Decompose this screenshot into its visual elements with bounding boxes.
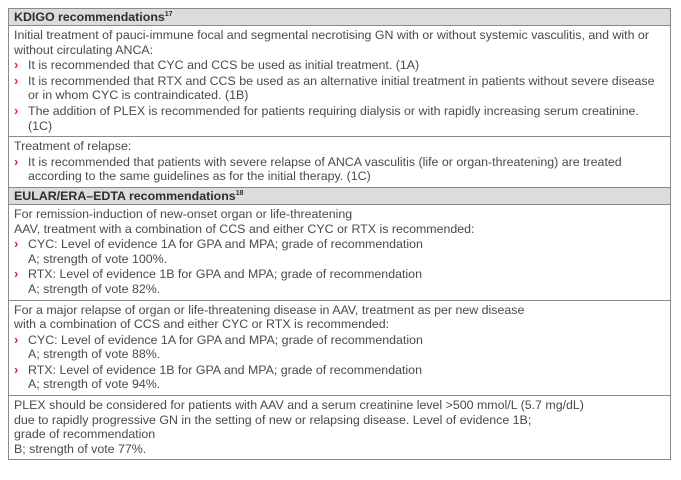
chevron-right-icon: ›: [14, 331, 19, 347]
list-item-text: It is recommended that patients with severe relapse of ANCA vasculitis (life or organ-threatening) are treated according to the same guidelines as for the initial therapy. (1C): [28, 154, 622, 184]
kdigo-title: KDIGO recommendations: [14, 10, 165, 24]
list-item-line2: A; strength of vote 100%.: [28, 251, 168, 266]
list-item-text: The addition of PLEX is recommended for patients requiring dialysis or with rapidly increasing serum creatinine. (1C): [28, 103, 639, 133]
eular-relapse-intro-line1: For a major relapse of organ or life-threatening disease in AAV, treatment as per new disease: [14, 302, 525, 317]
eular-remission-cell: [9, 205, 670, 301]
recommendations-table: [8, 8, 671, 460]
eular-relapse-cell: [9, 301, 670, 397]
eular-ref: 18: [235, 189, 244, 197]
list-item-line1: RTX: Level of evidence 1B for GPA and MPA; grade of recommendation: [28, 267, 422, 282]
eular-header: [9, 188, 670, 205]
eular-remission-intro-line1: For remission-induction of new-onset organ or life-threatening: [14, 206, 353, 221]
eular-plex-line: B; strength of vote 77%.: [14, 441, 147, 456]
eular-plex-line: grade of recommendation: [14, 427, 156, 442]
eular-plex-line: PLEX should be considered for patients with AAV and a serum creatinine level >500 mmol/L (5.7 mg/dL): [14, 398, 584, 413]
kdigo-ref: 17: [164, 11, 173, 18]
list-item: [14, 333, 665, 362]
list-item: [14, 155, 665, 184]
list-item-line1: RTX: Level of evidence 1B for GPA and MPA; grade of recommendation: [28, 362, 422, 377]
eular-title: EULAR/ERA–EDTA recommendations: [14, 188, 236, 203]
chevron-right-icon: ›: [14, 236, 19, 252]
list-item-line1: CYC: Level of evidence 1A for GPA and MPA; grade of recommendation: [28, 332, 423, 347]
list-item: [14, 58, 665, 73]
list-item: [14, 104, 665, 133]
chevron-right-icon: ›: [14, 102, 19, 118]
chevron-right-icon: ›: [14, 361, 19, 377]
kdigo-initial-treatment-cell: [9, 26, 670, 137]
kdigo-header: [9, 9, 670, 26]
eular-plex-line: due to rapidly progressive GN in the setting of new or relapsing disease. Level of evidence 1B;: [14, 412, 532, 427]
list-item-line1: CYC: Level of evidence 1A for GPA and MPA; grade of recommendation: [28, 237, 423, 252]
list-item-text: It is recommended that RTX and CCS be used as an alternative initial treatment in patients without severe disease or in whom CYC is contraindicated. (1B): [28, 73, 655, 103]
list-item-line2: A; strength of vote 88%.: [28, 347, 161, 362]
list-item: [14, 267, 665, 296]
chevron-right-icon: ›: [14, 72, 19, 88]
list-item: [14, 237, 665, 266]
eular-relapse-intro-line2: with a combination of CCS and either CYC or RTX is recommended:: [14, 317, 390, 332]
chevron-right-icon: ›: [14, 57, 19, 73]
kdigo-relapse-cell: [9, 137, 670, 188]
eular-remission-intro-line2: AAV, treatment with a combination of CCS and either CYC or RTX is recommended:: [14, 221, 475, 236]
kdigo-relapse-intro: Treatment of relapse:: [14, 139, 132, 154]
list-item: [14, 363, 665, 392]
eular-plex-cell: [9, 396, 670, 459]
list-item-line2: A; strength of vote 94%.: [28, 377, 161, 392]
list-item-line2: A; strength of vote 82%.: [28, 281, 161, 296]
chevron-right-icon: ›: [14, 266, 19, 282]
list-item: [14, 74, 665, 103]
list-item-text: It is recommended that CYC and CCS be used as initial treatment. (1A): [28, 58, 420, 73]
chevron-right-icon: ›: [14, 153, 19, 169]
kdigo-initial-intro: Initial treatment of pauci-immune focal and segmental necrotising GN with or without systemic vasculitis, and with or without circulating ANCA:: [14, 28, 649, 57]
